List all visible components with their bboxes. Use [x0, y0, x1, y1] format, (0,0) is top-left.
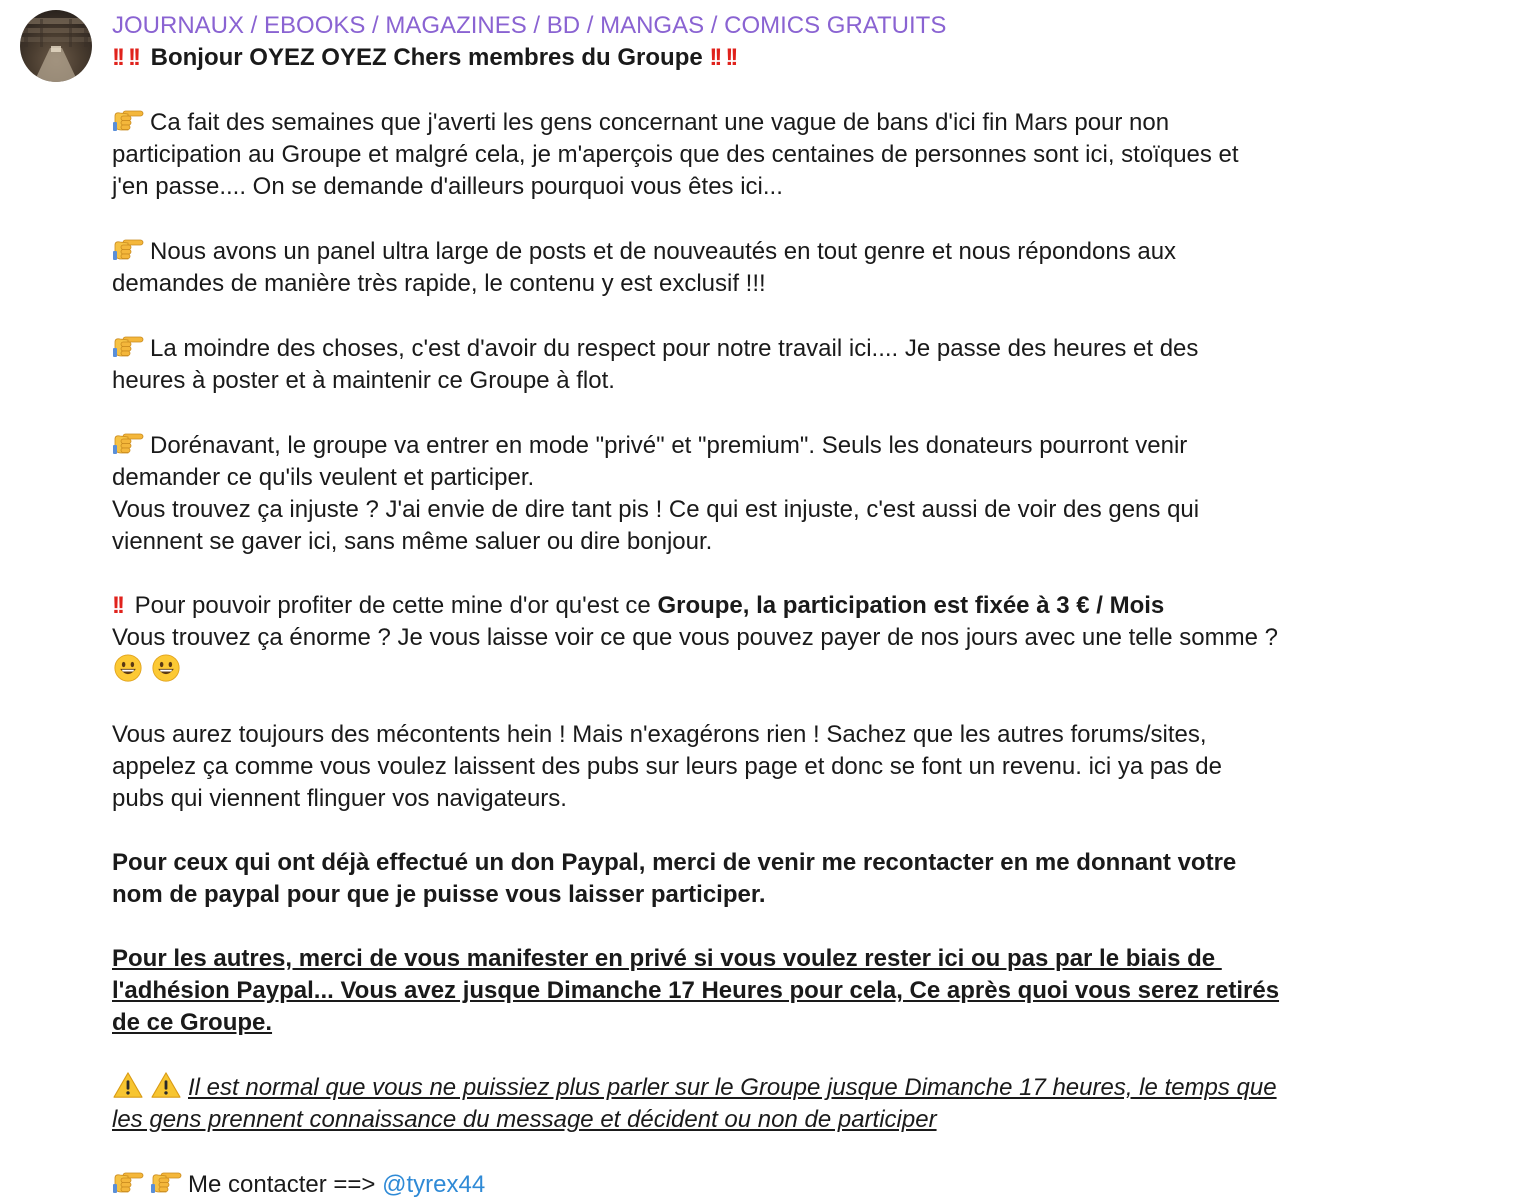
paragraph-6-line: appelez ça comme vous voulez laissent des pubs sur leurs page et donc se font un revenu. ici ya pas de: [112, 753, 1222, 780]
message-text: [112, 42, 1432, 1201]
paragraph-4-line: Dorénavant, le groupe va entrer en mode "privé" et "premium". Seuls les donateurs pourront venir: [112, 429, 1432, 462]
paragraph-4-line: Vous trouvez ça injuste ? J'ai envie de dire tant pis ! Ce qui est injuste, c'est aussi de voir des gens qui: [112, 496, 1200, 523]
paragraph-3-line: La moindre des choses, c'est d'avoir du respect pour notre travail ici.... Je passe des heures et des: [112, 332, 1432, 365]
contact-mention-link[interactable]: @tyrex44: [382, 1171, 486, 1198]
contact-label: Me contacter ==>: [188, 1171, 376, 1198]
message-bubble: [112, 10, 1432, 1201]
deadline-notice-line: l'adhésion Paypal... Vous avez jusque Dimanche 17 Heures pour cela, Ce après quoi vous serez retirés: [112, 977, 1280, 1004]
paypal-notice-line: nom de paypal pour que je puisse vous laisser participer.: [112, 881, 766, 908]
double-exclamation-icon: !!: [112, 44, 122, 71]
double-exclamation-icon: !!: [127, 44, 138, 71]
smiley-line: [112, 654, 1432, 687]
price-highlight: Groupe, la participation est fixée à 3 € / Mois: [657, 592, 1165, 619]
warning-icon: [112, 1071, 144, 1099]
greeting-text: Bonjour OYEZ OYEZ Chers membres du Groupe: [150, 44, 703, 71]
pointing-hand-icon: [112, 429, 144, 457]
paragraph-6-line: pubs qui viennent flinguer vos navigateurs.: [112, 785, 567, 812]
price-line: !! Pour pouvoir profiter de cette mine d'or qu'est ce Groupe, la participation est fixée à 3 € / Mois: [112, 590, 1432, 622]
paypal-notice-line: Pour ceux qui ont déjà effectué un don Paypal, merci de venir me recontacter en me donnant votre: [112, 849, 1237, 876]
pointing-hand-icon: [112, 332, 144, 360]
paragraph-4-line: demander ce qu'ils veulent et participer.: [112, 464, 535, 491]
paragraph-1-line: participation au Groupe et malgré cela, je m'aperçois que des centaines de personnes sont ici, stoïques et: [112, 141, 1239, 168]
pointing-hand-icon: [112, 106, 144, 134]
pointing-hand-icon: [150, 1168, 182, 1196]
paragraph-4-line: viennent se gaver ici, sans même saluer ou dire bonjour.: [112, 528, 713, 555]
paragraph-1-line: j'en passe.... On se demande d'ailleurs pourquoi vous êtes ici...: [112, 173, 783, 200]
paragraph-2-line: demandes de manière très rapide, le contenu y est exclusif !!!: [112, 270, 766, 297]
greeting-line: [112, 42, 1432, 74]
grinning-face-icon: [150, 654, 182, 682]
paragraph-1-line: Ca fait des semaines que j'averti les gens concernant une vague de bans d'ici fin Mars pour non: [112, 106, 1432, 139]
double-exclamation-icon: !!: [112, 592, 122, 619]
paragraph-2-line: Nous avons un panel ultra large de posts et de nouveautés en tout genre et nous répondons aux: [112, 235, 1432, 268]
price-question-line: Vous trouvez ça énorme ? Je vous laisse voir ce que vous pouvez payer de nos jours avec une telle somme ?: [112, 624, 1278, 651]
double-exclamation-icon: !!: [725, 44, 736, 71]
pointing-hand-icon: [112, 235, 144, 263]
double-exclamation-icon: !!: [709, 44, 720, 71]
pointing-hand-icon: [112, 1168, 144, 1196]
grinning-face-icon: [112, 654, 144, 682]
warning-line: les gens prennent connaissance du message et décident ou non de participer: [112, 1106, 937, 1133]
paragraph-6-line: Vous aurez toujours des mécontents hein ! Mais n'exagérons rien ! Sachez que les autres forums/sites,: [112, 721, 1207, 748]
contact-line: [112, 1168, 1432, 1201]
paragraph-3-line: heures à poster et à maintenir ce Groupe à flot.: [112, 367, 615, 394]
deadline-notice-line: Pour les autres, merci de vous manifester en privé si vous voulez rester ici ou pas par le biais de: [112, 945, 1222, 972]
channel-name[interactable]: JOURNAUX / EBOOKS / MAGAZINES / BD / MANGAS / COMICS GRATUITS: [112, 12, 947, 39]
deadline-notice-line: de ce Groupe.: [112, 1009, 273, 1036]
warning-line: Il est normal que vous ne puissiez plus parler sur le Groupe jusque Dimanche 17 heures, le temps que: [112, 1071, 1432, 1104]
warning-icon: [150, 1071, 182, 1099]
library-avatar[interactable]: [20, 10, 92, 82]
